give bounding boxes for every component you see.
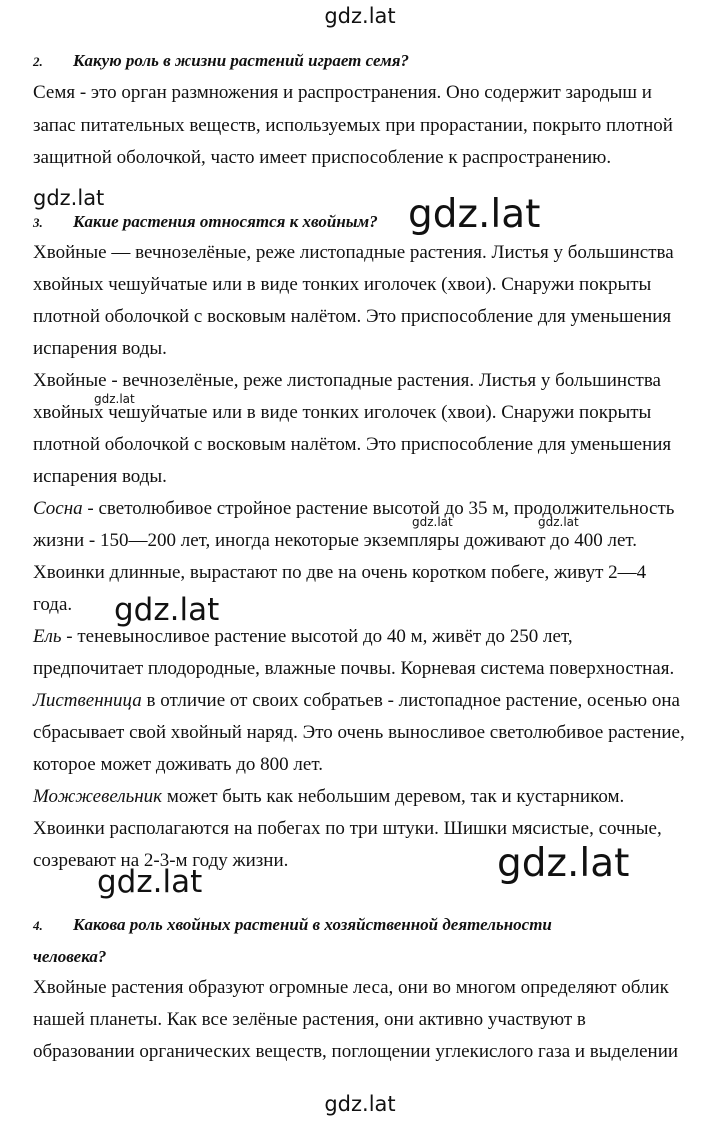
answer-line: Хвоинки длинные, вырастают по две на очень коротком побеге, живут 2—4 [33, 562, 647, 583]
answer-line: хвойных чешуйчатые или в виде тонких иголочек (хвои). Снаружи покрыты [33, 402, 652, 423]
watermark: gdz.lat [97, 864, 203, 900]
pine-text: - светолюбивое стройное растение высотой до 35 м, продолжительность [82, 498, 675, 519]
answer-line: созревают на 2-3-м году жизни. [33, 850, 289, 871]
answer-line: испарения воды. [33, 338, 167, 359]
question-number: 2. [33, 54, 43, 69]
answer-line: Хвойные — вечнозелёные, реже листопадные растения. Листья у большинства [33, 242, 674, 263]
watermark: gdz.lat [33, 186, 105, 210]
answer-line: Хвойные растения образуют огромные леса, они во многом определяют облик [33, 977, 669, 998]
watermark: gdz.lat [497, 841, 630, 886]
term-juniper: Можжевельник [33, 786, 163, 807]
answer-line: Хвойные - вечнозелёные, реже листопадные растения. Листья у большинства [33, 370, 661, 391]
answer-line: защитной оболочкой, часто имеет приспособление к распространению. [33, 147, 612, 168]
watermark: gdz.lat [94, 392, 135, 406]
spruce-paragraph [33, 625, 573, 649]
answer-line: запас питательных веществ, используемых при прорастании, покрыто плотной [33, 115, 673, 136]
juniper-text: может быть как небольшим деревом, так и кустарником. [162, 786, 625, 807]
answer-line: плотной оболочкой с восковым налётом. Это приспособление для уменьшения [33, 434, 672, 455]
answer-line: которое может доживать до 800 лет. [33, 754, 323, 775]
question-text: Какую роль в жизни растений играет семя? [73, 51, 409, 70]
question-2 [33, 49, 409, 74]
spruce-text: - теневыносливое растение высотой до 40 м, живёт до 250 лет, [61, 626, 573, 647]
larch-paragraph [33, 689, 680, 713]
answer-line: нашей планеты. Как все зелёные растения, они активно участвуют в [33, 1009, 586, 1030]
term-larch: Лиственница [33, 690, 142, 711]
watermark: gdz.lat [114, 592, 220, 628]
watermark-footer: gdz.lat [324, 1092, 396, 1116]
juniper-paragraph [33, 785, 624, 809]
question-4-continued: человека? [33, 947, 107, 966]
watermark: gdz.lat [538, 515, 579, 529]
answer-line: года. [33, 594, 73, 615]
question-4 [33, 913, 552, 938]
answer-line: хвойных чешуйчатые или в виде тонких иголочек (хвои). Снаружи покрыты [33, 274, 652, 295]
pine-paragraph [33, 497, 674, 521]
question-text: Какова роль хвойных растений в хозяйственной деятельности [73, 915, 552, 934]
answer-line: образовании органических веществ, поглощении углекислого газа и выделении [33, 1041, 679, 1062]
answer-line: Хвоинки располагаются на побегах по три штуки. Шишки мясистые, сочные, [33, 818, 662, 839]
question-3 [33, 210, 378, 235]
watermark: gdz.lat [412, 515, 453, 529]
answer-line: испарения воды. [33, 466, 167, 487]
question-number: 3. [33, 215, 43, 230]
term-spruce: Ель [33, 626, 62, 647]
answer-line: жизни - 150—200 лет, иногда некоторые экземпляры доживают до 400 лет. [33, 530, 638, 551]
question-number: 4. [33, 918, 43, 933]
question-text: Какие растения относятся к хвойным? [73, 212, 378, 231]
term-pine: Сосна [33, 498, 83, 519]
answer-line: Семя - это орган размножения и распространения. Оно содержит зародыш и [33, 82, 652, 103]
watermark-header: gdz.lat [324, 4, 396, 28]
answer-line: сбрасывает свой хвойный наряд. Это очень выносливое светолюбивое растение, [33, 722, 685, 743]
watermark: gdz.lat [408, 192, 541, 237]
answer-line: предпочитает плодородные, влажные почвы. Корневая система поверхностная. [33, 658, 675, 679]
larch-text: в отличие от своих собратьев - листопадное растение, осенью она [141, 690, 680, 711]
answer-line: плотной оболочкой с восковым налётом. Это приспособление для уменьшения [33, 306, 672, 327]
